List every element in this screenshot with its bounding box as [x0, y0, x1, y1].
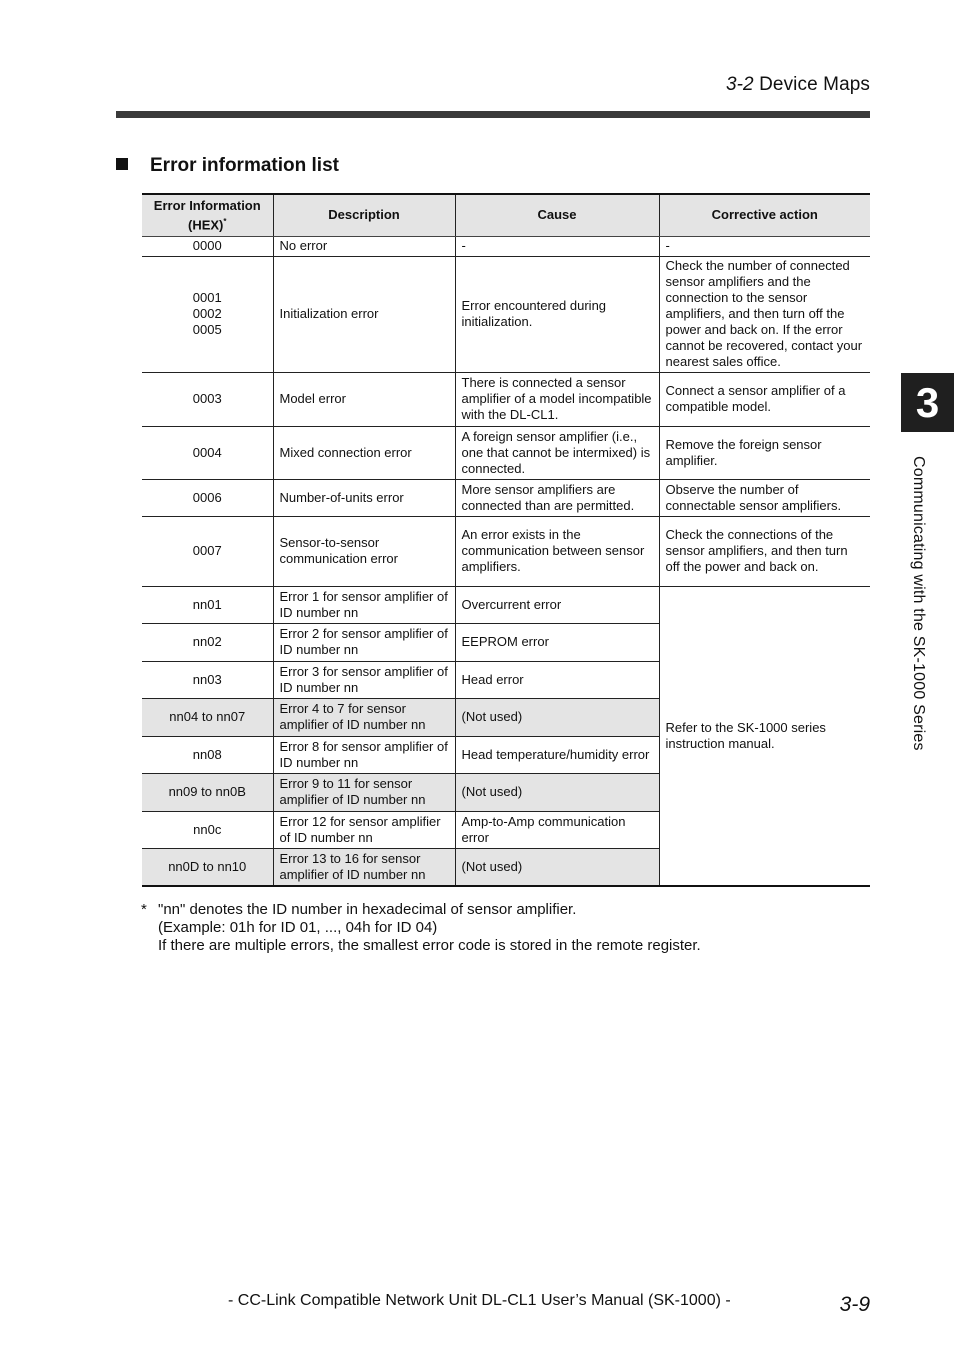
- error-code-cell: 0004: [142, 426, 273, 479]
- footer-manual-title: - CC-Link Compatible Network Unit DL-CL1 User’s Manual (SK-1000) -: [228, 1292, 731, 1309]
- cause-cell: Error encountered during initialization.: [455, 256, 659, 372]
- error-code-cell: nn0c: [142, 811, 273, 848]
- footnote-line-2: (Example: 01h for ID 01, ..., 04h for ID 04): [158, 919, 438, 936]
- action-cell: Remove the foreign sensor amplifier.: [659, 426, 870, 479]
- error-code-cell: nn01: [142, 586, 273, 623]
- description-cell: Error 13 to 16 for sensor amplifier of ID number nn: [273, 848, 455, 886]
- error-code-cell: 0001 0002 0005: [142, 256, 273, 372]
- description-cell: Error 3 for sensor amplifier of ID number nn: [273, 661, 455, 698]
- header-error-information: [142, 194, 273, 236]
- chapter-side-label: Communicating with the SK-1000 Series: [910, 456, 927, 751]
- header-rule: [116, 111, 870, 118]
- action-cell: Observe the number of connectable sensor amplifiers.: [659, 479, 870, 516]
- description-cell: Error 2 for sensor amplifier of ID number nn: [273, 623, 455, 661]
- header-error-information-label: Error Information: [153, 197, 261, 213]
- chapter-tab: 3: [901, 373, 954, 432]
- error-code-cell: nn02: [142, 623, 273, 661]
- description-cell: Sensor-to-sensor communication error: [273, 516, 455, 586]
- error-code-cell: nn0D to nn10: [142, 848, 273, 886]
- cause-cell: -: [455, 236, 659, 256]
- footnote-mark: *: [141, 901, 147, 918]
- cause-cell: Amp-to-Amp communication error: [455, 811, 659, 848]
- table-row: [142, 479, 870, 516]
- description-cell: Model error: [273, 372, 455, 426]
- page-number: 3-9: [839, 1293, 870, 1316]
- description-cell: Error 4 to 7 for sensor amplifier of ID number nn: [273, 698, 455, 736]
- cause-cell: Overcurrent error: [455, 586, 659, 623]
- table-header-row: [142, 194, 870, 236]
- cause-cell: A foreign sensor amplifier (i.e., one that cannot be intermixed) is connected.: [455, 426, 659, 479]
- table-row: [142, 516, 870, 586]
- cause-cell: (Not used): [455, 848, 659, 886]
- table-row: [142, 372, 870, 426]
- header-description: Description: [273, 194, 455, 236]
- table-row: [142, 236, 870, 256]
- error-code-cell: nn03: [142, 661, 273, 698]
- error-code-cell: nn09 to nn0B: [142, 773, 273, 811]
- action-cell: Check the connections of the sensor amplifiers, and then turn off the power and back on.: [659, 516, 870, 586]
- header-corrective-action: Corrective action: [659, 194, 870, 236]
- section-heading: [116, 155, 339, 177]
- cause-cell: Head temperature/humidity error: [455, 736, 659, 773]
- table-row: [142, 586, 870, 623]
- error-code-cell: 0003: [142, 372, 273, 426]
- description-cell: Error 9 to 11 for sensor amplifier of ID number nn: [273, 773, 455, 811]
- description-cell: Number-of-units error: [273, 479, 455, 516]
- action-cell: -: [659, 236, 870, 256]
- cause-cell: (Not used): [455, 698, 659, 736]
- error-code-cell: nn04 to nn07: [142, 698, 273, 736]
- table-row: [142, 426, 870, 479]
- header-title: [726, 74, 870, 96]
- header-section-title: Device Maps: [753, 74, 870, 95]
- description-cell: No error: [273, 236, 455, 256]
- cause-cell: An error exists in the communication between sensor amplifiers.: [455, 516, 659, 586]
- description-cell: Error 1 for sensor amplifier of ID number nn: [273, 586, 455, 623]
- error-information-table: [142, 193, 870, 887]
- error-code-cell: 0000: [142, 236, 273, 256]
- section-heading-text: Error information list: [150, 155, 339, 176]
- table-row: [142, 256, 870, 372]
- action-cell: Connect a sensor amplifier of a compatible model.: [659, 372, 870, 426]
- footnote-line-1: "nn" denotes the ID number in hexadecimal of sensor amplifier.: [158, 901, 577, 918]
- header-section-number: 3-2: [725, 74, 754, 95]
- cause-cell: (Not used): [455, 773, 659, 811]
- cause-cell: EEPROM error: [455, 623, 659, 661]
- description-cell: Mixed connection error: [273, 426, 455, 479]
- error-code-cell: 0007: [142, 516, 273, 586]
- cause-cell: There is connected a sensor amplifier of a model incompatible with the DL-CL1.: [455, 372, 659, 426]
- header-cause: Cause: [455, 194, 659, 236]
- header-hex-label: (HEX): [187, 216, 224, 232]
- cause-cell: More sensor amplifiers are connected than are permitted.: [455, 479, 659, 516]
- header-footnote-mark: *: [223, 216, 227, 226]
- description-cell: Error 12 for sensor amplifier of ID number nn: [273, 811, 455, 848]
- square-bullet-icon: [116, 158, 128, 170]
- action-cell: Check the number of connected sensor amplifiers and the connection to the sensor amplifiers, and then turn off the power and back on. If the error cannot be recovered, contact your nearest sales office.: [659, 256, 870, 372]
- description-cell: Initialization error: [273, 256, 455, 372]
- error-code-cell: 0006: [142, 479, 273, 516]
- footnote: [141, 901, 701, 955]
- footnote-line-3: If there are multiple errors, the smallest error code is stored in the remote register.: [158, 937, 701, 954]
- merged-action-cell: Refer to the SK-1000 series instruction manual.: [659, 586, 870, 886]
- description-cell: Error 8 for sensor amplifier of ID number nn: [273, 736, 455, 773]
- error-code-cell: nn08: [142, 736, 273, 773]
- cause-cell: Head error: [455, 661, 659, 698]
